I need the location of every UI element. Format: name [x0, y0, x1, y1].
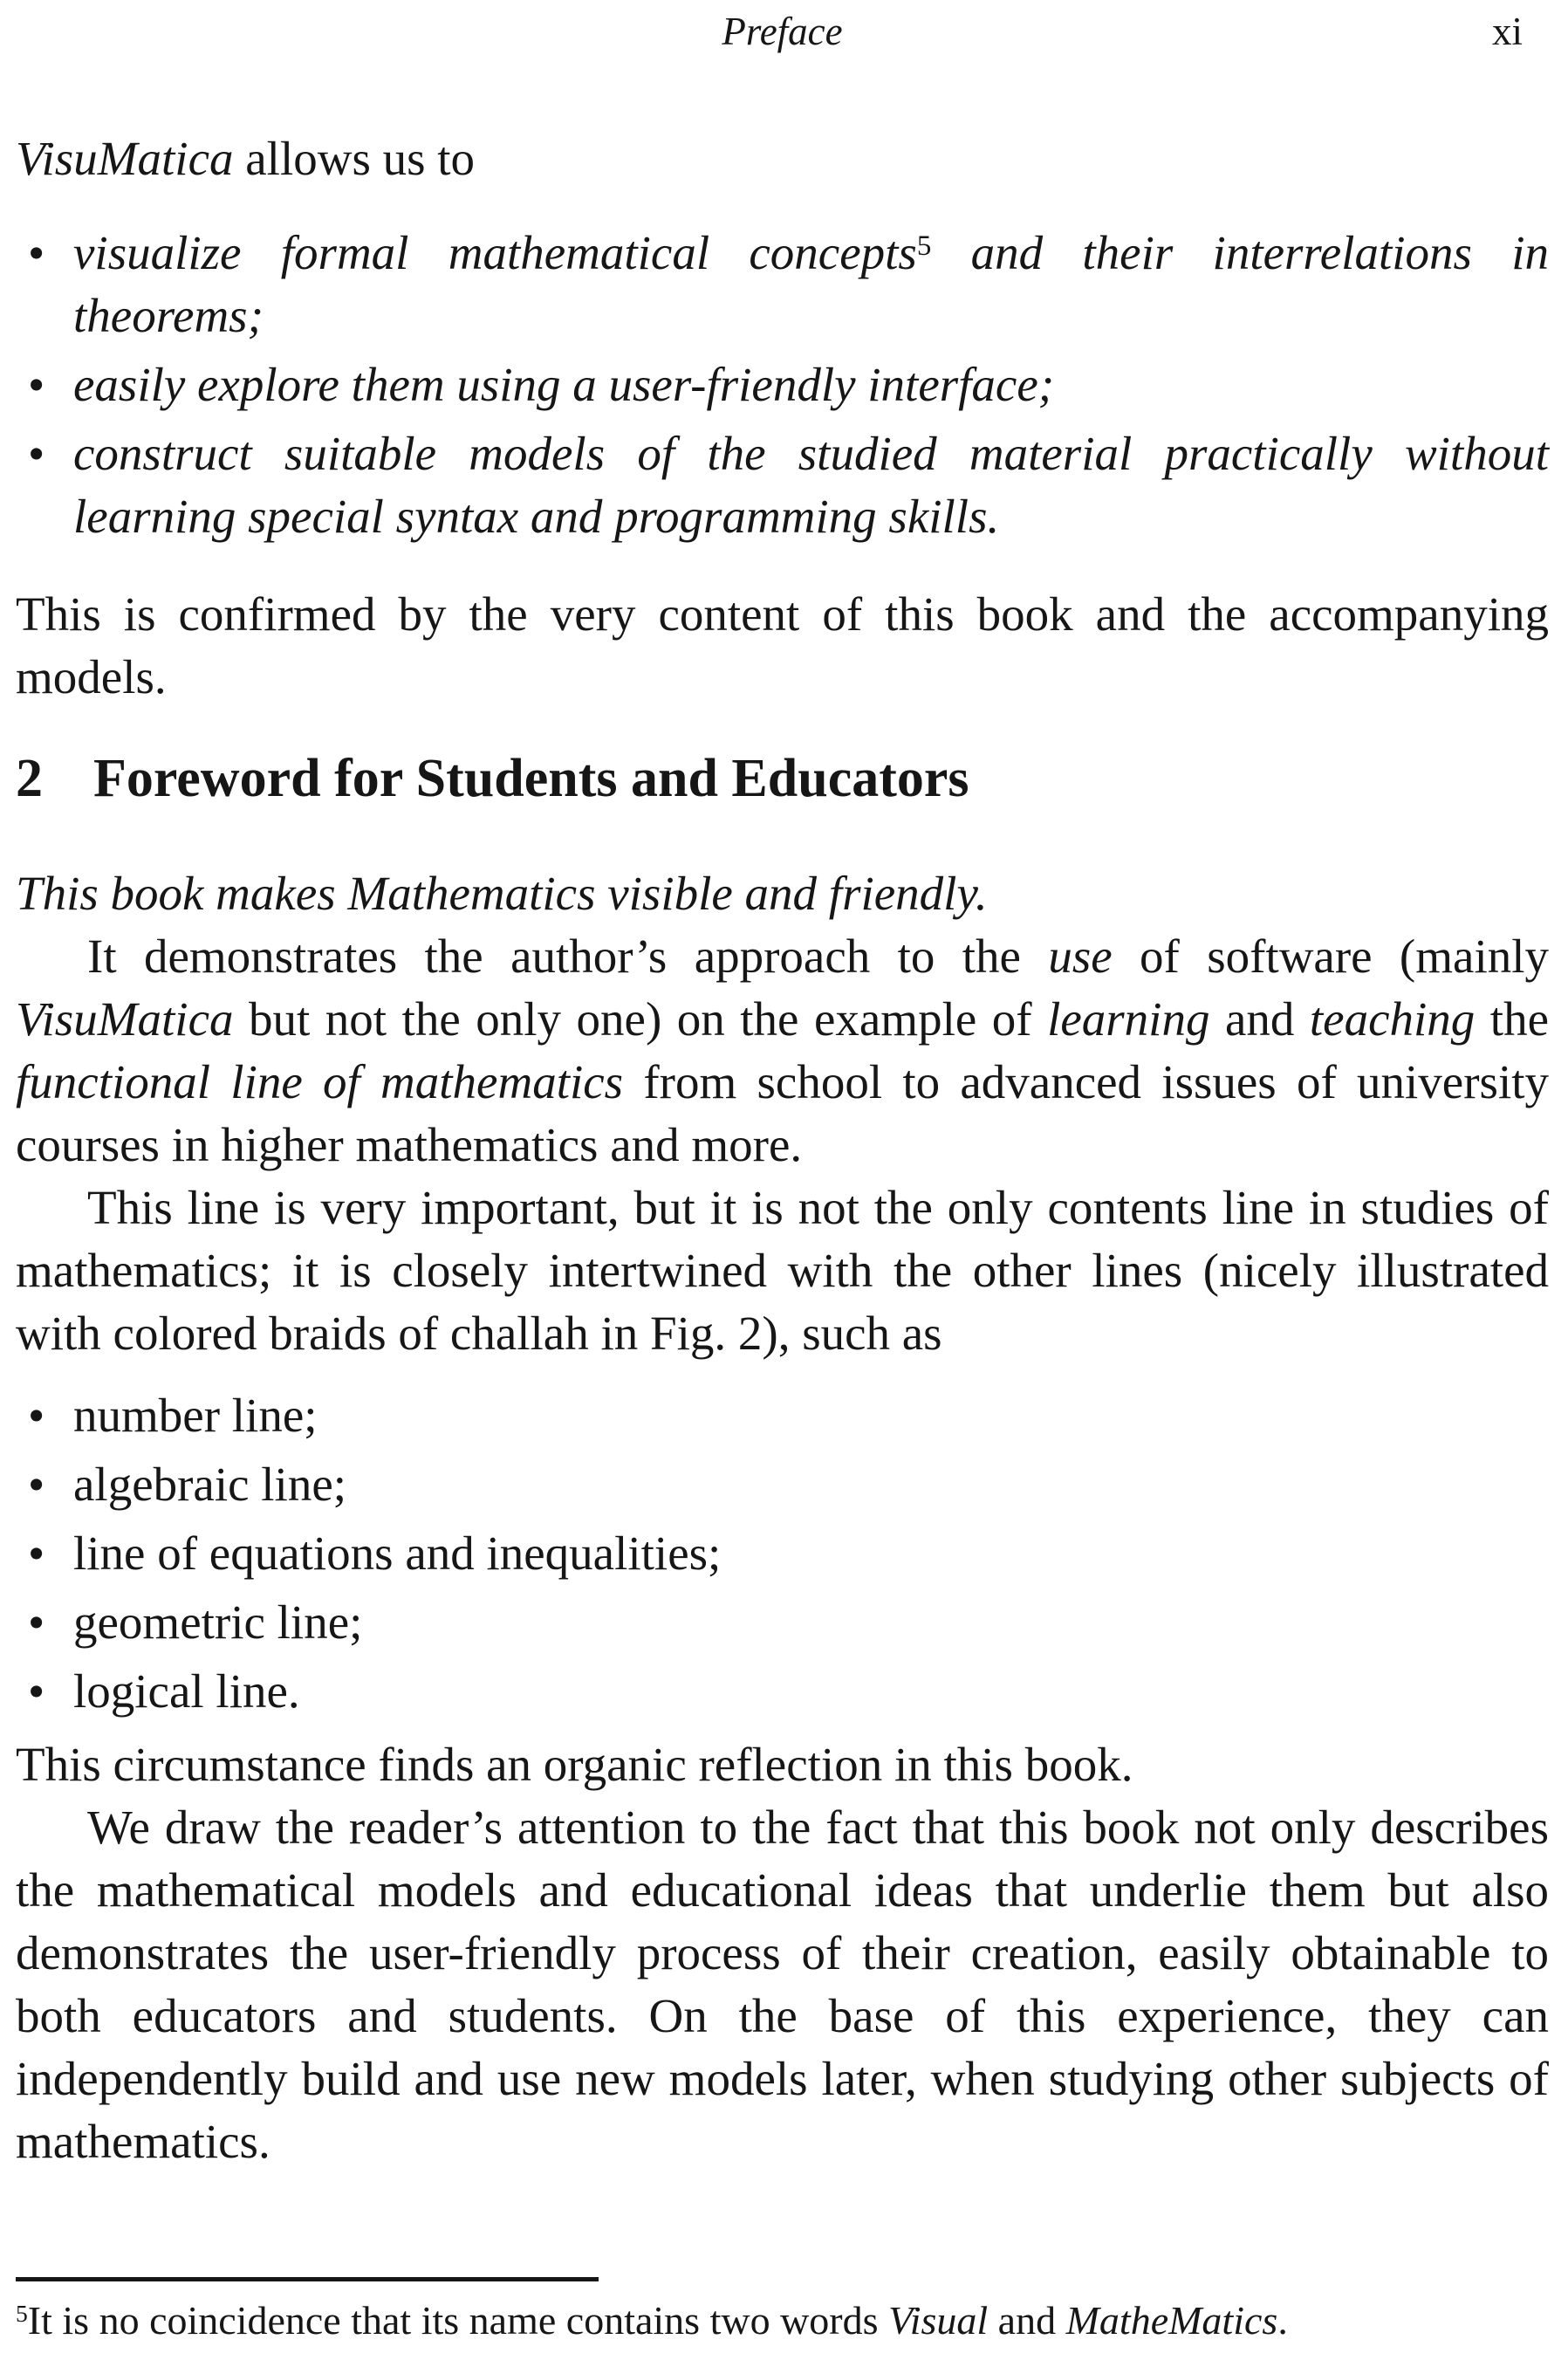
- emphasis: learning: [1047, 992, 1210, 1046]
- footnote-marker: 5: [16, 2300, 28, 2328]
- item-text: number line;: [73, 1389, 318, 1442]
- list-item-explore: [16, 353, 1549, 416]
- list-item-geometric-line: [16, 1591, 1549, 1654]
- item-text: and their interrelations in theorems;: [73, 226, 1549, 342]
- paragraph-important-line: This line is very important, but it is not the only contents line in studies of mathematics; it is closely intertwined with the other lines (nicely illustrated with colored braids of challah in Fig. 2), such as: [16, 1181, 1549, 1360]
- item-text: visualize formal mathematical concepts: [73, 226, 917, 279]
- section-heading: [16, 747, 1549, 810]
- lead-text: allows us to: [233, 132, 476, 185]
- list-item-logical-line: [16, 1660, 1549, 1723]
- section-number: 2: [16, 749, 43, 808]
- footnote-text: [16, 2295, 1549, 2346]
- running-head-title: Preface: [722, 10, 843, 53]
- emphasis: teaching: [1309, 992, 1476, 1046]
- emphasis: use: [1048, 930, 1113, 983]
- footnote-area: [16, 2277, 1549, 2346]
- emphasis: functional line of mathematics: [16, 1055, 624, 1108]
- footnote-ref: 5: [916, 230, 932, 262]
- list-item-equations-line: [16, 1522, 1549, 1585]
- text-run: and: [988, 2298, 1066, 2343]
- bullet-icon: •: [28, 1526, 45, 1580]
- software-name: VisuMatica: [16, 132, 234, 185]
- emphasis: Visual: [888, 2298, 989, 2343]
- text-run: It is no coincidence that its name contains two words: [27, 2298, 889, 2343]
- footnote-rule: [16, 2277, 599, 2281]
- section-title: Foreword for Students and Educators: [93, 749, 969, 808]
- software-name: VisuMatica: [16, 992, 234, 1046]
- text-run: the: [1475, 992, 1549, 1046]
- emphasis: MatheMatics: [1065, 2298, 1278, 2343]
- list-item-construct: [16, 422, 1549, 548]
- bullet-icon: •: [28, 226, 45, 279]
- paragraph-confirmed: This is confirmed by the very content of this book and the accompanying models.: [16, 587, 1549, 703]
- item-text: geometric line;: [73, 1595, 363, 1649]
- item-text: construct suitable models of the studied material practically without learning special syntax and programming skills.: [73, 427, 1549, 543]
- page-header: [16, 7, 1549, 58]
- item-text: easily explore them using a user-friendly interface;: [73, 358, 1055, 411]
- paragraph-motto: This book makes Mathematics visible and friendly.: [16, 867, 988, 920]
- list-item-algebraic-line: [16, 1453, 1549, 1516]
- bullet-icon: •: [28, 1595, 45, 1649]
- item-text: algebraic line;: [73, 1458, 347, 1511]
- list-item-visualize: [16, 222, 1549, 347]
- bullet-icon: •: [28, 1664, 45, 1718]
- text-run: .: [1277, 2298, 1288, 2343]
- lead-line: [16, 127, 1549, 190]
- page-number: xi: [1491, 10, 1523, 53]
- bullet-icon: •: [28, 427, 45, 480]
- capabilities-list: [16, 222, 1549, 548]
- item-text: line of equations and inequalities;: [73, 1526, 722, 1580]
- text-run: but not the only one) on the example of: [233, 992, 1048, 1046]
- paragraph-approach: [16, 925, 1549, 1177]
- paragraph-we-draw: We draw the reader’s attention to the fact that this book not only describes the mathematical models and educational ideas that underlie them but also demonstrates the user-friendly process of their creation, easily obtainable to both educators and students. On the base of this experience, they can independently build and use new models later, when studying other subjects of mathematics.: [16, 1801, 1549, 2168]
- bullet-icon: •: [28, 1458, 45, 1511]
- text-run: from school to advanced issues of university courses in higher mathematics and more.: [16, 1055, 1549, 1171]
- text-run: It demonstrates the author’s approach to the: [87, 930, 1049, 983]
- paragraph-circumstance: This circumstance finds an organic reflection in this book.: [16, 1738, 1133, 1791]
- text-run: of software (mainly: [1112, 930, 1550, 983]
- list-item-number-line: [16, 1384, 1549, 1447]
- item-text: logical line.: [73, 1664, 300, 1718]
- bullet-icon: •: [28, 1389, 45, 1442]
- bullet-icon: •: [28, 358, 45, 411]
- text-run: and: [1209, 992, 1310, 1046]
- content-lines-list: [16, 1384, 1549, 1723]
